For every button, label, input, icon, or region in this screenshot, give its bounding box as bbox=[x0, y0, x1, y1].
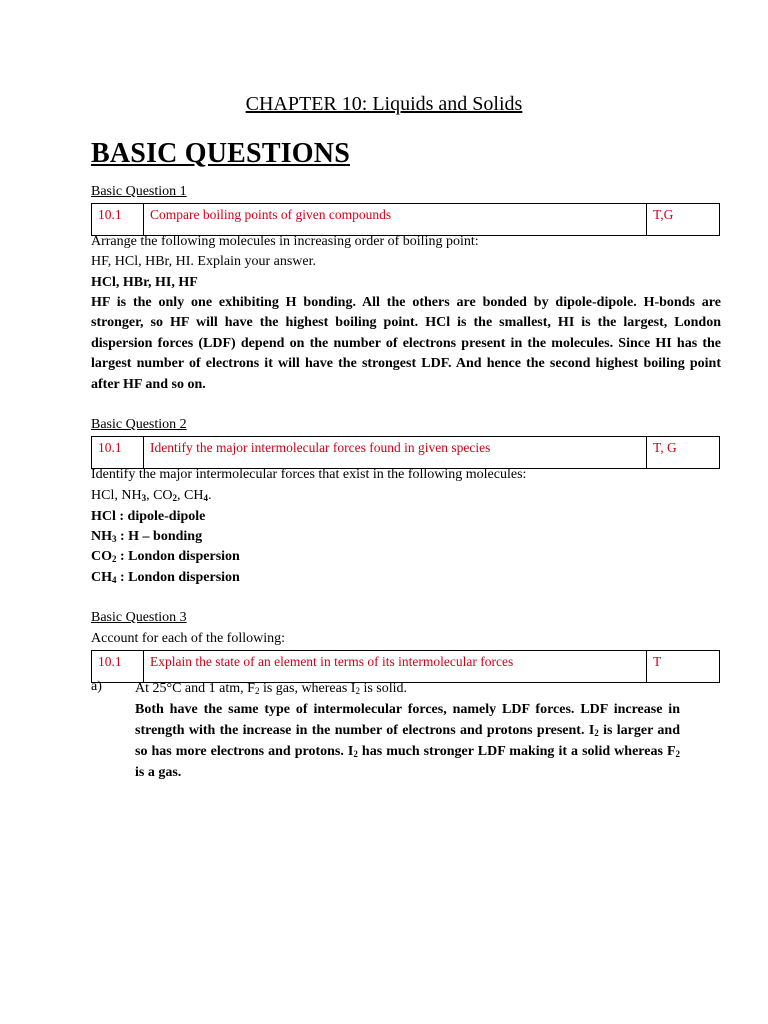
q1-answer-explanation: HF is the only one exhibiting H bonding. All the others are bonded by dipole-dipole. H-bonds are stronger, so HF will have the highest boiling point. HCl is the smallest, HI is the largest, London dispersion forces (LDF) depend on the number of electrons present in the molecules. Since HI has the largest number of electrons it will have the strongest LDF. And hence the second highest boiling point after HF and so on. bbox=[91, 295, 721, 392]
q2-answer-hcl bbox=[91, 507, 721, 528]
objective-row bbox=[92, 204, 720, 236]
formula: CO bbox=[91, 549, 112, 564]
prompt-text: At 25°C and 1 atm, F bbox=[135, 681, 255, 696]
question-2-label: Basic Question 2 bbox=[91, 417, 187, 432]
q1-prompt-line-1: Arrange the following molecules in increasing order of boiling point: bbox=[91, 234, 479, 249]
subscript: 3 bbox=[141, 493, 147, 503]
subscript: 2 bbox=[353, 749, 358, 759]
formula: CH bbox=[91, 570, 112, 585]
subscript: 2 bbox=[355, 686, 360, 696]
question-1-label: Basic Question 1 bbox=[91, 184, 187, 199]
objective-code: 10.1 bbox=[92, 204, 144, 236]
subscript: 2 bbox=[594, 728, 599, 738]
objective-tag: T, G bbox=[647, 437, 720, 469]
formula: HCl bbox=[91, 509, 116, 524]
answer-text: : H – bonding bbox=[116, 529, 203, 544]
answer-text: : London dispersion bbox=[116, 549, 240, 564]
subscript: 4 bbox=[203, 493, 208, 503]
subscript: 2 bbox=[172, 493, 178, 503]
answer-text: is a gas. bbox=[135, 765, 182, 780]
q3-intro: Account for each of the following: bbox=[91, 631, 285, 646]
q2-prompt-line-2 bbox=[91, 486, 721, 507]
q2-prompt-line-1: Identify the major intermolecular forces that exist in the following molecules: bbox=[91, 467, 527, 482]
q3-prompt-a bbox=[135, 679, 695, 700]
question-3-label: Basic Question 3 bbox=[91, 610, 187, 625]
q2-text-period: . bbox=[207, 488, 212, 503]
q2-answer-co2 bbox=[91, 547, 721, 568]
subscript: 3 bbox=[112, 534, 117, 544]
subscript: 2 bbox=[254, 686, 260, 696]
objective-row bbox=[92, 651, 720, 683]
subscript: 2 bbox=[675, 749, 680, 759]
objective-text: Identify the major intermolecular forces found in given species bbox=[144, 437, 647, 469]
objective-text: Compare boiling points of given compounds bbox=[144, 204, 647, 236]
answer-text: Both have the same type of intermolecular forces, namely LDF forces. LDF increase in strength with the increase in the number of electrons and protons present. I bbox=[135, 702, 680, 738]
formula: NH bbox=[91, 529, 112, 544]
q2-text-co: , CO bbox=[146, 488, 173, 503]
answer-text: has much stronger LDF making it a solid whereas F bbox=[357, 744, 676, 759]
section-title: BASIC QUESTIONS bbox=[91, 138, 350, 169]
q3-answer-a bbox=[135, 699, 680, 783]
q2-answer-ch4 bbox=[91, 568, 721, 589]
prompt-text: is gas, whereas I bbox=[259, 681, 356, 696]
q1-answer-order: HCl, HBr, HI, HF bbox=[91, 275, 198, 290]
objective-tag: T bbox=[647, 651, 720, 683]
q2-text-ch: , CH bbox=[177, 488, 204, 503]
objective-tag: T,G bbox=[647, 204, 720, 236]
item-marker-a: a) bbox=[91, 679, 102, 694]
objective-code: 10.1 bbox=[92, 651, 144, 683]
answer-text: : London dispersion bbox=[116, 570, 240, 585]
subscript: 4 bbox=[112, 575, 117, 585]
answer-text: is larger and so has more electrons and protons. I bbox=[135, 723, 680, 759]
subscript: 2 bbox=[112, 554, 117, 564]
prompt-text: is solid. bbox=[359, 681, 408, 696]
chapter-title: CHAPTER 10: Liquids and Solids bbox=[245, 93, 523, 115]
q1-prompt-line-2: HF, HCl, HBr, HI. Explain your answer. bbox=[91, 254, 317, 269]
q2-answer-nh3 bbox=[91, 527, 721, 548]
objective-text: Explain the state of an element in terms of its intermolecular forces bbox=[144, 651, 647, 683]
q2-text-hcl-nh: HCl, NH bbox=[91, 488, 142, 503]
objective-row bbox=[92, 437, 720, 469]
objective-code: 10.1 bbox=[92, 437, 144, 469]
answer-text: : dipole-dipole bbox=[115, 509, 206, 524]
